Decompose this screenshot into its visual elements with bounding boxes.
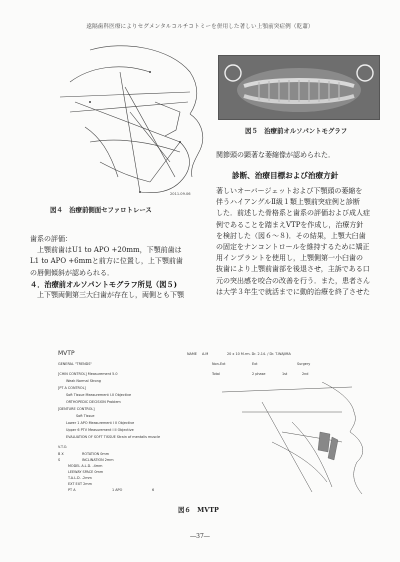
right-column-intro: 関節頭の顕著な萎縮像が認められた． [216, 151, 335, 159]
mvtp-row-value: MODEL A.L.D. -4mm [68, 464, 103, 468]
ortho-heading: ４．治療前オルソパントモグラフ所見（図５) [30, 279, 178, 289]
mvtp-upper6: Upper 6 PTV Measurement I II Objective [66, 428, 134, 432]
mvtp-pta: [PT A CONTROL] [58, 386, 86, 390]
paragraph-line: を検討した（図６～８)．その結果，上顎大臼歯 [216, 231, 366, 240]
mvtp-legend-total: Total [212, 372, 220, 376]
diagnosis-heading: 診断、治療目標および治療方針 [232, 171, 339, 180]
paragraph-line: 著しいオーバージェットおよび下顎頭の萎縮を [216, 187, 363, 195]
mvtp-legend-2phase: 2 phase [252, 372, 266, 376]
paragraph-line: 元の突出感を咬合の改善を行う．また，患者さん [216, 276, 370, 285]
mvtp-lower1: Lower 1 APO Measurement I II Objective [66, 421, 135, 425]
mvtp-row-value: ROTATION 0mm [82, 452, 110, 456]
mvtp-profile-tracing [202, 382, 372, 496]
mvtp-eval: EVALUATION OF SOFT TISSUE Strain of mentalis muscle [66, 435, 161, 439]
mvtp-denture: [DENTURE CONTROL] [58, 407, 95, 411]
mvtp-ortho: ORTHOPEDIC DECISION Problem [66, 400, 121, 404]
cephalometric-tracing [30, 42, 208, 202]
mvtp-name-label: NAME [187, 352, 197, 356]
mvtp-legend-nonext: Non-Ext [212, 362, 226, 366]
paragraph-line: L1 to APO +6mmと前方に位置し，上下顎前歯 [30, 257, 183, 266]
paragraph-line: 上下顎両側第三大臼歯が存在し，両側とも下顎 [30, 291, 184, 300]
mvtp-row-value: INCLINATION 2mm [82, 458, 114, 462]
left-column-text [30, 234, 208, 301]
paragraph-line: した．前述した骨格系と歯系の評価および成人症 [216, 209, 370, 218]
figure-4-date-stamp: 2011.09.06 [170, 192, 191, 196]
paragraph-line: は大学３年生で就活までに動的治療を終了させた [216, 287, 370, 296]
paragraph-line: 抜歯により上顎前歯部を後退させ，主訴である口 [216, 265, 370, 274]
mvtp-chin-sub: Weak Normal Strong [66, 379, 101, 383]
mvtp-title: MVTP [58, 350, 75, 357]
mvtp-chin: [CHIN CONTROL] Measurement 5.0 [58, 372, 118, 376]
paragraph-line: 用インプラントを使用し，上顎側第一小臼歯の [216, 254, 363, 263]
figure-5 [218, 55, 380, 120]
mvtp-legend-2nd: 2nd [302, 372, 309, 376]
mvtp-name-value: A.M [202, 352, 209, 356]
mvtp-row-key: S [58, 458, 61, 462]
panoramic-radiograph [219, 56, 379, 119]
running-header: 遠隔歯科医療によりセグメンタルコルチコトミーを併用した著しい上顎前突症例（乾蕭） [86, 24, 314, 30]
figure-4 [30, 42, 208, 202]
mvtp-row-value: 6 [152, 488, 155, 492]
mvtp-legend-surgery: Surgery [297, 362, 311, 366]
mvtp-row-value: 1 APO [112, 488, 123, 492]
mvtp-vto: V.T.O. [58, 445, 68, 449]
paragraph-line: 歯系の評価： [30, 235, 72, 243]
mvtp-row-value: T.A.L.D. -2mm [68, 476, 92, 480]
mvtp-soft: Soft Tissue Measurement I.II Objective [66, 393, 132, 397]
mvtp-legend-1st: 1st [282, 372, 288, 376]
figure-6-mvtp [52, 348, 374, 498]
right-column-paragraph [216, 186, 391, 298]
mvtp-general: GENERAL "TRENDS" [58, 362, 92, 366]
paragraph-line: 伴うハイアングルⅡ級１類上顎前突症例と診断 [216, 198, 360, 207]
mvtp-soft2: Soft Tissue [76, 414, 95, 418]
figure-5-caption: 図５ 治療前オルソパントモグラフ [245, 127, 348, 135]
paragraph-line: 例であることを踏まえVTPを作成し，治療方針 [216, 220, 364, 229]
mvtp-row-key: B X [58, 452, 64, 456]
mvtp-row-value: EXT EXT 2mm [68, 482, 92, 486]
mvtp-row-value: LEEWAY SPACE 0mm [68, 470, 104, 474]
figure-4-caption: 図４ 治療前側面セファロトレース [50, 206, 152, 214]
paragraph-line: の固定をナンコントロールを維持するために矯正 [216, 243, 370, 252]
mvtp-legend-ext: Ext [252, 362, 258, 366]
page-number: ―37― [190, 533, 210, 540]
figure-6-caption: 図６ MVTP [178, 506, 219, 514]
mvtp-date: 20 x 10 M.rm. Dr. 2.14. / Dr. T.WAJIMA [227, 352, 291, 356]
mvtp-row-value: PT A [68, 488, 76, 492]
paragraph-line: の唇側傾斜が認められる． [30, 268, 114, 277]
paragraph-line: 上顎前歯はU1 to APO +20mm，下顎前歯は [30, 246, 182, 255]
